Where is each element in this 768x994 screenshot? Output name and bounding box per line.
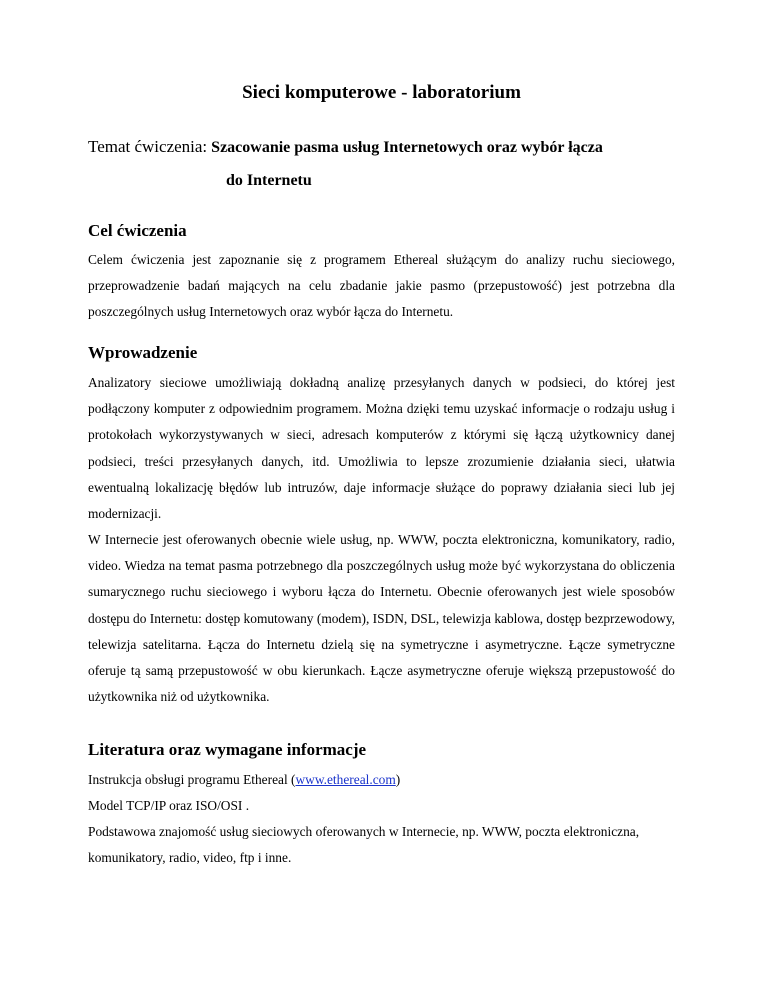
- page-title: Sieci komputerowe - laboratorium: [242, 82, 521, 103]
- topic-value-continued: do Internetu: [226, 172, 312, 189]
- literature-item-models: Model TCP/IP oraz ISO/OSI .: [88, 798, 250, 813]
- literature-item-services: Podstawowa znajomość usług sieciowych oferowanych w Internecie, np. WWW, poczta elektroniczna, komunikatory, radio, video, ftp i inne.: [88, 824, 640, 866]
- topic-value: Szacowanie pasma usług Internetowych oraz wybór łącza: [211, 139, 603, 156]
- section-heading-intro: Wprowadzenie: [88, 343, 198, 362]
- topic-label: Temat ćwiczenia:: [88, 137, 208, 156]
- intro-paragraph-2: W Internecie jest oferowanych obecnie wiele usług, np. WWW, poczta elektroniczna, komunikatory, radio, video. Wiedza na temat pasma potrzebnego dla poszczególnych usług może być wykorzystana do obliczenia sumarycznego ruchu sieciowego i wyboru łącza do Internetu. Obecnie oferowanych jest wiele sposobów dostępu do Internetu: dostęp komutowany (modem), ISDN, DSL, telewizja kablowa, dostęp bezprzewodowy, telewizja satelitarna. Łącza do Internetu dzielą się na symetryczne i asymetryczne. Łącze symetryczne oferuje tą samą przepustowość w obu kierunkach. Łącze asymetryczne oferuje większą przepustowość do użytkownika niż od użytkownika.: [88, 532, 675, 705]
- literature-item-ethereal: [88, 767, 675, 793]
- ethereal-link[interactable]: www.ethereal.com: [295, 772, 396, 787]
- goal-paragraph: Celem ćwiczenia jest zapoznanie się z programem Ethereal służącym do analizy ruchu sieciowego, przeprowadzenie badań mających na celu zbadanie jakie pasmo (przepustowość) jest potrzebna dla poszczególnych usług Internetowych oraz wybór łącza do Internetu.: [88, 252, 675, 320]
- topic-line: [88, 137, 675, 157]
- literature-item-suffix: ): [395, 772, 401, 787]
- section-heading-literature: Literatura oraz wymagane informacje: [88, 740, 367, 759]
- intro-paragraph-1: Analizatory sieciowe umożliwiają dokładną analizę przesyłanych danych w podsieci, do której jest podłączony komputer z odpowiednim programem. Można dzięki temu uzyskać informacje o rodzaju usług i protokołach wykorzystywanych w sieci, adresach komputerów z którymi się łączą użytkownicy danej podsieci, treści przesyłanych danych, itd. Umożliwia to lepsze zrozumienie działania sieci, ułatwia ewentualną lokalizację błędów lub intruzów, daje informacje służące do poprawy działania sieci lub jej modernizacji.: [88, 375, 675, 522]
- section-heading-goal: Cel ćwiczenia: [88, 221, 187, 240]
- literature-item-text: Instrukcja obsługi programu Ethereal (: [88, 772, 296, 787]
